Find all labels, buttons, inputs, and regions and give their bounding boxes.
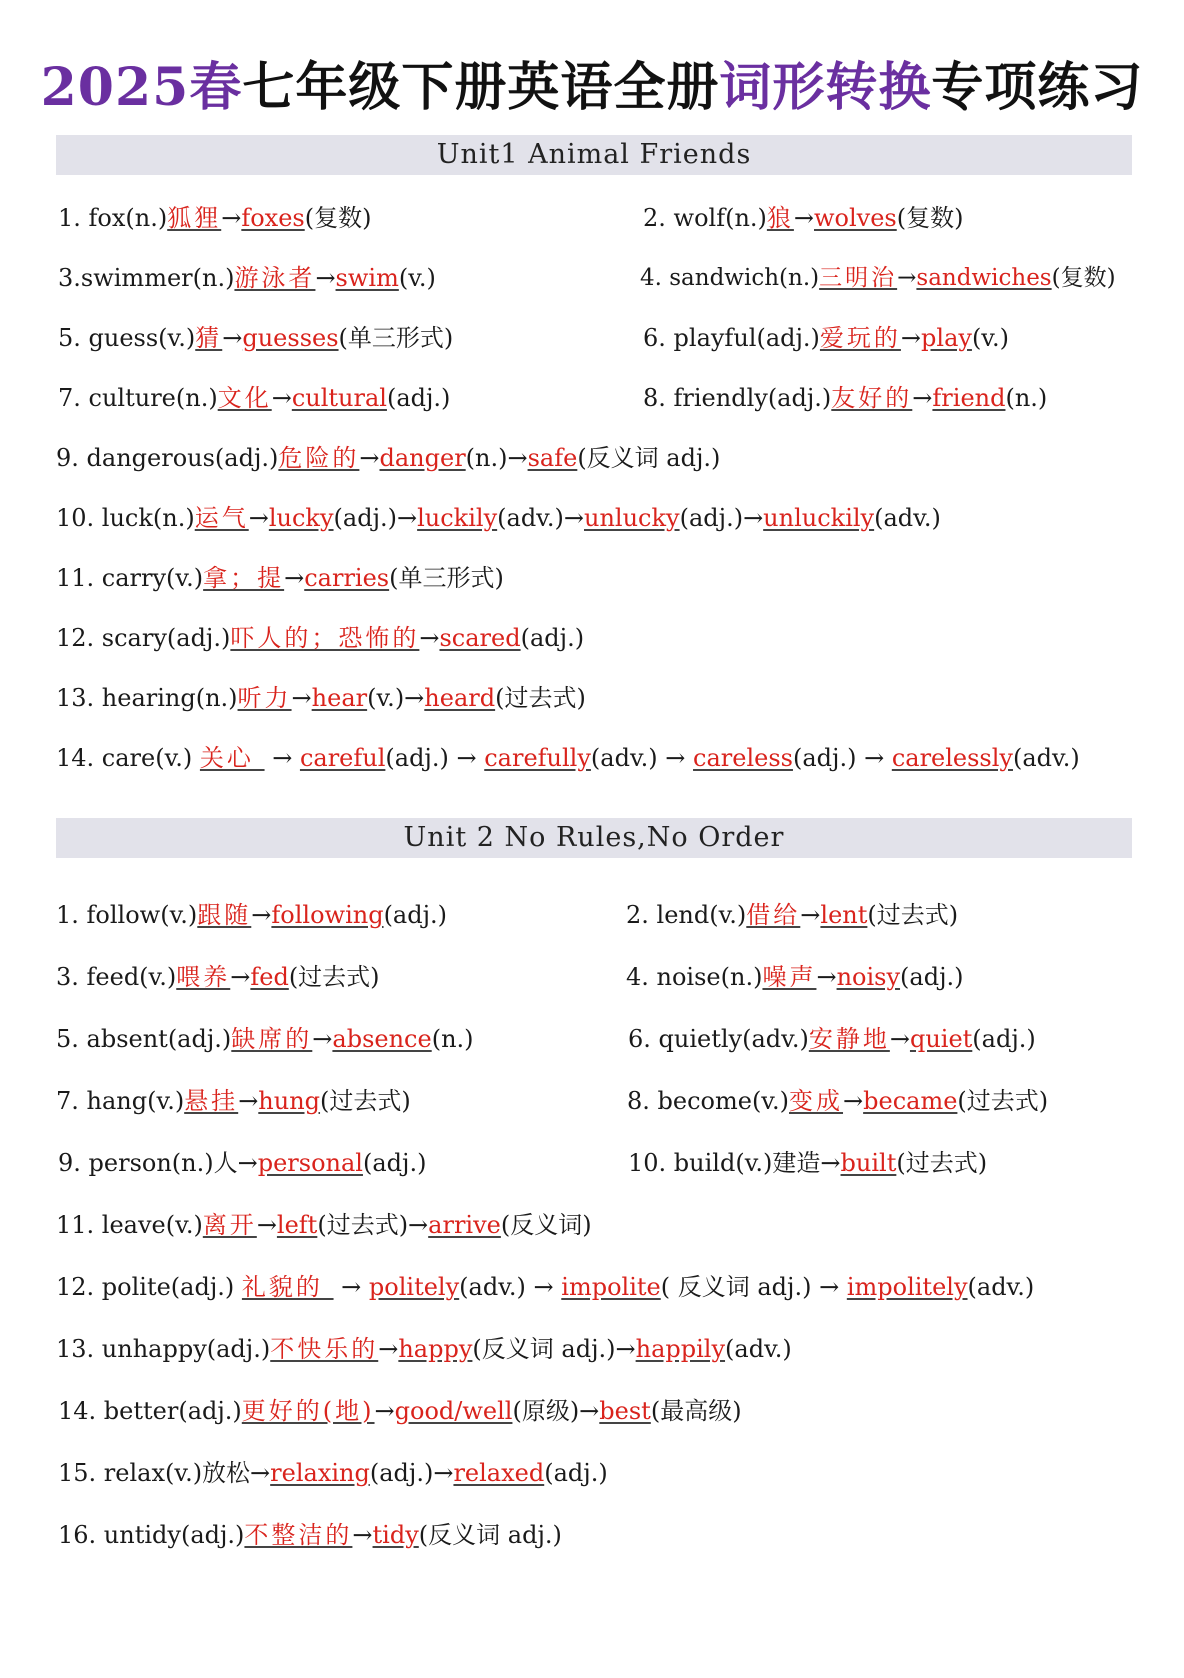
- unit1-item-5: [58, 323, 453, 353]
- item-answer: relaxing: [270, 1459, 370, 1487]
- item-answer-3: careless: [693, 744, 793, 772]
- item-note: (adv.) →: [459, 1273, 562, 1301]
- item-answer: good/well: [394, 1397, 513, 1425]
- item-note: (adj.)→: [333, 504, 418, 532]
- unit2-item-9: [58, 1148, 426, 1178]
- item-answer: following: [271, 901, 384, 929]
- item-meaning: 更好的(地): [241, 1397, 375, 1425]
- item-note: (过去式): [896, 1149, 988, 1177]
- item-note-2: ( 反义词 adj.) →: [660, 1273, 847, 1301]
- item-note-2: (最高级): [650, 1397, 742, 1425]
- item-answer: swim: [335, 264, 399, 292]
- item-answer: lucky: [268, 504, 334, 532]
- item-word: 2. lend(v.): [626, 901, 747, 929]
- item-arrow: →: [284, 564, 305, 592]
- item-answer-4: unluckily: [763, 504, 875, 532]
- item-meaning: 安静地: [808, 1025, 890, 1053]
- unit1-item-2: [643, 203, 963, 233]
- item-arrow: →: [238, 1087, 259, 1115]
- item-arrow: →: [897, 265, 917, 291]
- title-suffix: 专项练习: [931, 57, 1144, 118]
- unit2-item-3: [56, 962, 380, 992]
- item-meaning: 吓人的；恐怖的: [230, 624, 420, 652]
- item-meaning: 不整洁的: [244, 1521, 353, 1549]
- item-meaning: 关心: [199, 744, 265, 772]
- item-word: 5. absent(adj.): [56, 1025, 232, 1053]
- unit2-item-15: [58, 1458, 608, 1488]
- unit2-item-6: [628, 1024, 1036, 1054]
- item-note-2: (adv.): [725, 1335, 792, 1363]
- item-meaning: 悬挂: [184, 1087, 239, 1115]
- unit1-item-9: [56, 443, 720, 473]
- item-word: 11. carry(v.): [56, 564, 204, 592]
- item-meaning: 三明治: [819, 265, 898, 291]
- item-answer-2: arrive: [428, 1211, 501, 1239]
- item-note: (n.)→: [465, 444, 528, 472]
- item-word: 3.swimmer(n.): [58, 264, 235, 292]
- item-word: 10. build(v.)建造→: [628, 1149, 841, 1177]
- item-arrow: →: [251, 901, 272, 929]
- unit1-heading: Unit1 Animal Friends: [436, 139, 752, 170]
- item-word: 13. unhappy(adj.): [56, 1335, 271, 1363]
- item-meaning: 狐狸: [167, 204, 222, 232]
- item-note: (adj.): [520, 624, 585, 652]
- item-note: (复数): [304, 204, 372, 232]
- unit2-heading-bar: [56, 818, 1132, 858]
- item-word: 15. relax(v.)放松→: [58, 1459, 271, 1487]
- item-answer: noisy: [836, 963, 901, 991]
- item-arrow: →: [816, 963, 837, 991]
- unit2-item-4: [626, 962, 964, 992]
- item-answer: wolves: [814, 204, 897, 232]
- item-arrow: →: [419, 624, 440, 652]
- item-answer: quiet: [909, 1025, 973, 1053]
- item-arrow: →: [315, 264, 336, 292]
- item-word: 13. hearing(n.): [56, 684, 238, 712]
- item-note-2: (adv.)→: [497, 504, 584, 532]
- item-meaning: 拿；提: [203, 564, 285, 592]
- item-answer-2: carefully: [484, 744, 591, 772]
- unit2-item-12: [56, 1272, 1034, 1302]
- unit1-item-12: [56, 623, 584, 653]
- item-word: 1. follow(v.): [56, 901, 198, 929]
- unit1-item-7: [58, 383, 450, 413]
- item-note: (复数): [1051, 265, 1116, 291]
- item-arrow: →: [221, 204, 242, 232]
- item-answer: guesses: [242, 324, 339, 352]
- item-note-2: (反义词): [500, 1211, 592, 1239]
- item-answer-3: impolitely: [846, 1273, 968, 1301]
- item-word: 12. scary(adj.): [56, 624, 231, 652]
- page-title: [0, 58, 1184, 118]
- item-answer: danger: [379, 444, 466, 472]
- item-arrow: →: [793, 204, 814, 232]
- item-note: (过去式): [957, 1087, 1049, 1115]
- unit2-item-7: [56, 1086, 411, 1116]
- item-note: (反义词 adj.): [418, 1521, 562, 1549]
- unit2-item-16: [58, 1520, 562, 1550]
- item-word: 4. sandwich(n.): [640, 265, 820, 291]
- unit2-item-1: [56, 900, 447, 930]
- unit2-item-2: [626, 900, 958, 930]
- item-note: (n.): [431, 1025, 474, 1053]
- item-answer-2: luckily: [417, 504, 498, 532]
- item-answer-2: impolite: [561, 1273, 661, 1301]
- item-note: (v.): [971, 324, 1010, 352]
- unit1-item-8: [643, 383, 1047, 413]
- unit1-item-6: [643, 323, 1009, 353]
- item-arrow: →: [352, 1521, 373, 1549]
- item-word: 7. culture(n.): [58, 384, 218, 412]
- item-arrow: →: [264, 744, 300, 772]
- item-answer-4: carelessly: [891, 744, 1013, 772]
- title-topic: 词形转换: [719, 57, 932, 118]
- item-meaning: 游泳者: [234, 264, 316, 292]
- item-note: (过去式): [288, 963, 380, 991]
- item-answer: carries: [304, 564, 390, 592]
- item-note-3: (adj.)→: [679, 504, 764, 532]
- item-answer: cultural: [291, 384, 387, 412]
- unit1-item-1: [58, 203, 371, 233]
- item-arrow: →: [333, 1273, 369, 1301]
- item-word: 14. care(v.): [56, 744, 200, 772]
- unit2-item-10: [628, 1148, 987, 1178]
- item-note: (adj.)→: [369, 1459, 454, 1487]
- item-arrow: →: [378, 1335, 399, 1363]
- item-arrow: →: [291, 684, 312, 712]
- item-answer: sandwiches: [916, 265, 1052, 291]
- item-answer-2: heard: [424, 684, 496, 712]
- item-answer-2: relaxed: [453, 1459, 545, 1487]
- unit2-item-5: [56, 1024, 474, 1054]
- item-arrow: →: [312, 1025, 333, 1053]
- item-answer: personal: [257, 1149, 363, 1177]
- item-note: (adj.): [383, 901, 448, 929]
- item-arrow: →: [912, 384, 933, 412]
- item-meaning: 爱玩的: [819, 324, 901, 352]
- item-arrow: →: [800, 901, 821, 929]
- item-word: 10. luck(n.): [56, 504, 195, 532]
- item-meaning: 喂养: [176, 963, 231, 991]
- item-arrow: →: [359, 444, 380, 472]
- item-note-2: (adv.) →: [590, 744, 694, 772]
- item-arrow: →: [230, 963, 251, 991]
- item-meaning: 危险的: [278, 444, 360, 472]
- item-word: 4. noise(n.): [626, 963, 763, 991]
- item-word: 6. playful(adj.): [643, 324, 820, 352]
- unit1-heading-bar: [56, 135, 1132, 175]
- item-note: (adj.): [386, 384, 451, 412]
- item-word: 8. friendly(adj.): [643, 384, 832, 412]
- item-arrow: →: [256, 1211, 277, 1239]
- item-meaning: 友好的: [831, 384, 913, 412]
- item-answer: scared: [439, 624, 521, 652]
- item-meaning: 礼貌的: [241, 1273, 334, 1301]
- item-note: (单三形式): [338, 324, 454, 352]
- item-word: 9. person(n.)人→: [58, 1149, 258, 1177]
- item-word: 5. guess(v.): [58, 324, 196, 352]
- item-answer: became: [863, 1087, 958, 1115]
- item-note: (adj.): [362, 1149, 427, 1177]
- item-arrow: →: [374, 1397, 395, 1425]
- item-word: 16. untidy(adj.): [58, 1521, 245, 1549]
- item-meaning: 噪声: [762, 963, 817, 991]
- item-word: 7. hang(v.): [56, 1087, 185, 1115]
- item-meaning: 跟随: [197, 901, 252, 929]
- item-word: 12. polite(adj.): [56, 1273, 242, 1301]
- item-note-2: (过去式): [495, 684, 586, 712]
- unit2-item-11: [56, 1210, 592, 1240]
- unit2-item-14: [58, 1396, 742, 1426]
- item-meaning: 运气: [194, 504, 249, 532]
- item-answer: foxes: [241, 204, 305, 232]
- item-note-4: (adv.): [874, 504, 941, 532]
- item-note-4: (adv.): [1012, 744, 1080, 772]
- item-word: 3. feed(v.): [56, 963, 177, 991]
- item-note: (单三形式): [389, 564, 504, 592]
- item-word: 1. fox(n.): [58, 204, 168, 232]
- item-note: (过去式)→: [317, 1211, 429, 1239]
- unit1-item-14: [56, 743, 1080, 773]
- item-word: 11. leave(v.): [56, 1211, 203, 1239]
- item-note: (过去式): [320, 1087, 411, 1115]
- item-answer: careful: [299, 744, 386, 772]
- unit1-item-10: [56, 503, 941, 533]
- item-note: (v.)→: [367, 684, 425, 712]
- item-answer: tidy: [372, 1521, 419, 1549]
- item-note: (adj.) →: [385, 744, 485, 772]
- item-arrow: →: [248, 504, 269, 532]
- item-answer: left: [276, 1211, 318, 1239]
- item-answer: fed: [250, 963, 289, 991]
- item-note: (adj.): [900, 963, 964, 991]
- item-meaning: 离开: [202, 1211, 257, 1239]
- item-meaning: 猜: [195, 324, 223, 352]
- unit1-item-13: [56, 683, 586, 713]
- item-word: 2. wolf(n.): [643, 204, 767, 232]
- item-answer: lent: [820, 901, 868, 929]
- unit2-heading: Unit 2 No Rules,No Order: [403, 822, 785, 853]
- item-answer-3: unlucky: [584, 504, 680, 532]
- item-meaning: 变成: [789, 1087, 844, 1115]
- item-arrow: →: [271, 384, 292, 412]
- item-note: (n.): [1005, 384, 1048, 412]
- item-word: 6. quietly(adv.): [628, 1025, 809, 1053]
- item-answer: play: [921, 324, 972, 352]
- item-note-2: (adj.): [544, 1459, 608, 1487]
- unit2-item-8: [627, 1086, 1048, 1116]
- item-note: (v.): [398, 264, 436, 292]
- item-answer: friend: [932, 384, 1006, 412]
- item-arrow: →: [222, 324, 243, 352]
- item-note: (原级)→: [512, 1397, 600, 1425]
- item-word: 8. become(v.): [627, 1087, 790, 1115]
- item-answer-2: best: [599, 1397, 651, 1425]
- item-answer-2: safe: [527, 444, 578, 472]
- item-answer: absence: [332, 1025, 432, 1053]
- item-note: (复数): [896, 204, 964, 232]
- item-answer: hear: [311, 684, 368, 712]
- item-meaning: 听力: [237, 684, 292, 712]
- item-note: (反义词 adj.)→: [472, 1335, 636, 1363]
- item-note-3: (adv.): [967, 1273, 1035, 1301]
- item-answer: hung: [258, 1087, 321, 1115]
- unit2-item-13: [56, 1334, 792, 1364]
- item-note-3: (adj.) →: [792, 744, 892, 772]
- unit1-item-3: [58, 263, 436, 293]
- item-word: 9. dangerous(adj.): [56, 444, 279, 472]
- item-arrow: →: [889, 1025, 910, 1053]
- item-note: (adj.): [972, 1025, 1036, 1053]
- item-meaning: 缺席的: [231, 1025, 313, 1053]
- title-grade: 七年级下册英语全册: [242, 57, 720, 118]
- item-answer: built: [840, 1149, 897, 1177]
- unit1-item-4: [640, 263, 1116, 293]
- item-meaning: 借给: [746, 901, 801, 929]
- item-meaning: 文化: [217, 384, 272, 412]
- item-note: (过去式): [867, 901, 959, 929]
- item-answer: happy: [398, 1335, 473, 1363]
- item-arrow: →: [843, 1087, 864, 1115]
- item-note-2: (反义词 adj.): [577, 444, 721, 472]
- item-word: 14. better(adj.): [58, 1397, 242, 1425]
- title-year: 2025春: [40, 57, 243, 118]
- unit1-item-11: [56, 563, 504, 593]
- item-meaning: 狼: [766, 204, 794, 232]
- item-answer-2: happily: [635, 1335, 726, 1363]
- item-meaning: 不快乐的: [270, 1335, 379, 1363]
- item-answer: politely: [368, 1273, 460, 1301]
- item-arrow: →: [900, 324, 922, 352]
